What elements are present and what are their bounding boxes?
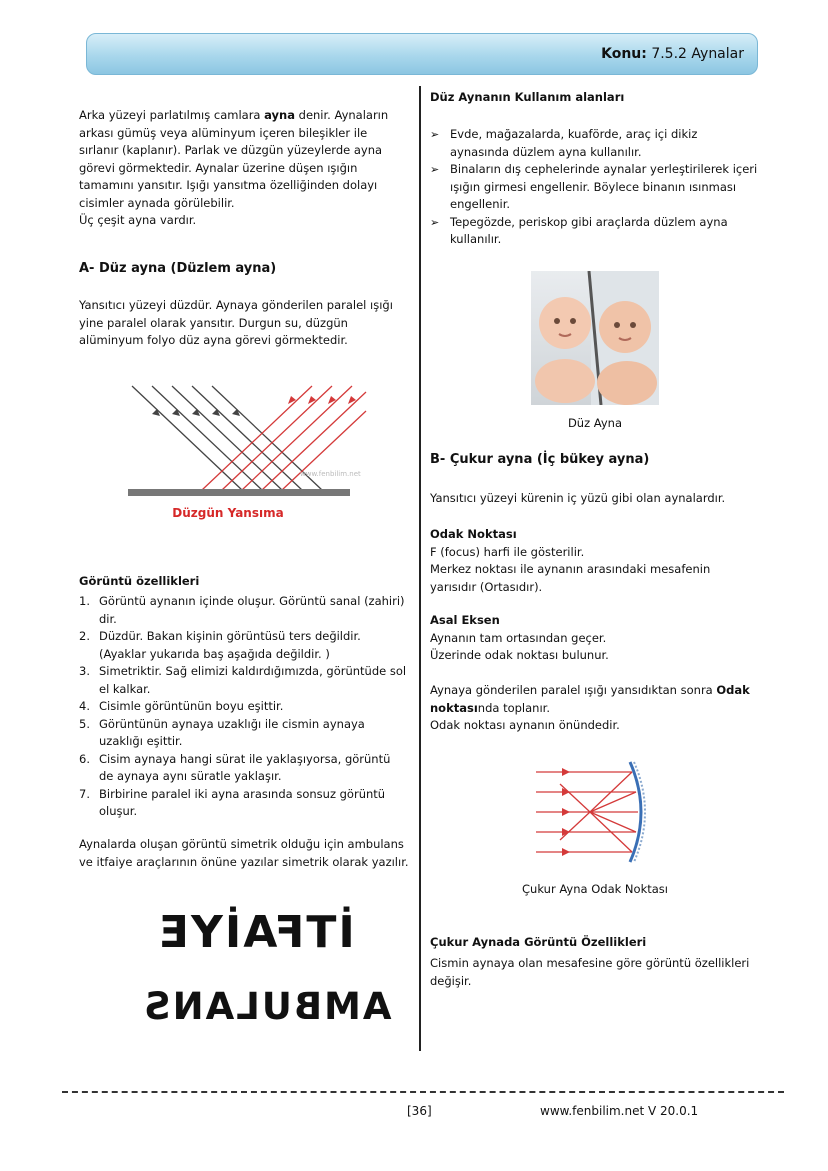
topic-title: Konu: 7.5.2 Aynalar: [601, 46, 744, 62]
parallel-text: Aynaya gönderilen paralel ışığı yansıdıktan sonra Odak noktasında toplanır.: [430, 683, 750, 715]
column-divider: [419, 86, 421, 1051]
list-item: ➢ Binaların dış cephelerinde aynalar yerleştirilerek içeri ışığın girmesi engellenir. Böylece binanın ısınması engellenir.: [430, 161, 758, 214]
list-item: 6. Cisim aynaya hangi sürat ile yaklaşıyorsa, görüntü de aynaya aynı süratle yaklaşır.: [79, 751, 391, 783]
arrow-head: [152, 409, 160, 416]
reflected-ray: [282, 411, 366, 490]
mirror-surface: [128, 489, 350, 496]
incident-ray: [192, 386, 302, 490]
axis-line: Aynanın tam ortasından geçer.: [430, 630, 607, 645]
list-item: ➢ Evde, mağazalarda, kuaförde, araç içi dikiz aynasında düzlem ayna kullanılır.: [430, 126, 758, 161]
list-item: 2. Düzdür. Bakan kişinin görüntüsü ters değildir. (Ayaklar yukarıda baş aşağıda değildir. ): [79, 629, 361, 661]
reflected-ray: [202, 386, 312, 490]
focus-block: [430, 526, 758, 596]
section-a-title: A- Düz ayna (Düzlem ayna): [79, 261, 277, 276]
page-number: [36]: [407, 1104, 432, 1118]
baby-mirror-photo: [531, 271, 659, 405]
parallel-block: [430, 682, 758, 735]
axis-title: Asal Eksen: [430, 613, 500, 627]
types-line: Üç çeşit ayna vardır.: [79, 213, 197, 227]
footer-divider: [62, 1091, 784, 1093]
axis-block: [430, 612, 758, 665]
list-item: 7. Birbirine paralel iki ayna arasında sonsuz görüntü oluşur.: [79, 786, 386, 818]
arrow-head: [232, 409, 240, 416]
axis-line: Üzerinde odak noktası bulunur.: [430, 648, 609, 662]
left-intro: [79, 107, 409, 230]
concave-mirror-figure: [530, 758, 660, 868]
concave-caption: Çukur Ayna Odak Noktası: [522, 882, 668, 896]
image-props-title: Çukur Aynada Görüntü Özellikleri: [430, 935, 647, 949]
list-item: 1. Görüntü aynanın içinde oluşur. Görüntü sanal (zahiri) dir.: [79, 594, 405, 626]
features-list: [79, 593, 407, 821]
section-b-text: Yansıtıcı yüzeyi kürenin iç yüzü gibi olan aynalardır.: [430, 491, 726, 505]
section-a-text: Yansıtıcı yüzeyi düzdür. Aynaya gönderilen paralel ışığı yine paralel olarak yansıtır. Durgun su, düzgün alüminyum folyo düz ayna görevi görmektedir.: [79, 298, 393, 347]
mirror-word-itfaiye: İTFAİYE: [157, 907, 355, 958]
image-props-text: Cismin aynaya olan mesafesine göre görüntü özellikleri değişir.: [430, 956, 750, 988]
figure-watermark: www.fenbilim.net: [300, 470, 361, 478]
intro-paragraph: Arka yüzeyi parlatılmış camlara ayna denir. Aynaların arkası gümüş veya alüminyum içeren bileşikler ile sırlanır (kaplanır). Parlak ve düzgün yüzeylerde ayna görevi görmektedir. Aynalar üzerine düşen ışığın tamamını yansıtır. Işığı yansıtma özelliğinden dolayı cisimler aynada görülebilir.: [79, 108, 389, 210]
usage-list: [430, 126, 758, 249]
ambulance-text: Aynalarda oluşan görüntü simetrik olduğu için ambulans ve itfaiye araçlarının önüne yazılar simetrik olarak yazılır.: [79, 837, 409, 869]
list-item: 4. Cisimle görüntünün boyu eşittir.: [79, 699, 284, 713]
usage-title: Düz Aynanın Kullanım alanları: [430, 90, 625, 104]
regular-reflection-figure: [120, 380, 370, 525]
focus-line: F (focus) harfi ile gösterilir.: [430, 544, 585, 559]
list-item: ➢ Tepegözde, periskop gibi araçlarda düzlem ayna kullanılır.: [430, 214, 758, 249]
arrow-head: [212, 409, 220, 416]
incident-ray: [132, 386, 242, 490]
arrow-head: [172, 409, 180, 416]
footer-site: www.fenbilim.net V 20.0.1: [540, 1104, 699, 1118]
list-item: 5. Görüntünün aynaya uzaklığı ile cismin aynaya uzaklığı eşittir.: [79, 716, 365, 748]
figure-caption: Düzgün Yansıma: [172, 506, 284, 520]
photo-caption: Düz Ayna: [567, 416, 623, 430]
list-item: 3. Simetriktir. Sağ elimizi kaldırdığımızda, görüntüde sol el kalkar.: [79, 664, 407, 696]
incident-ray: [172, 386, 282, 490]
mirror-word-ambulans: AMBULANS: [142, 985, 392, 1028]
parallel-last: Odak noktası aynanın önündedir.: [430, 718, 620, 732]
incident-ray: [152, 386, 262, 490]
focus-line: Merkez noktası ile aynanın arasındaki mesafenin yarısıdır (Ortasıdır).: [430, 562, 711, 594]
features-title: Görüntü özellikleri: [79, 574, 200, 588]
section-b-title: B- Çukur ayna (İç bükey ayna): [430, 452, 650, 467]
focus-title: Odak Noktası: [430, 527, 517, 541]
arrow-head: [192, 409, 200, 416]
